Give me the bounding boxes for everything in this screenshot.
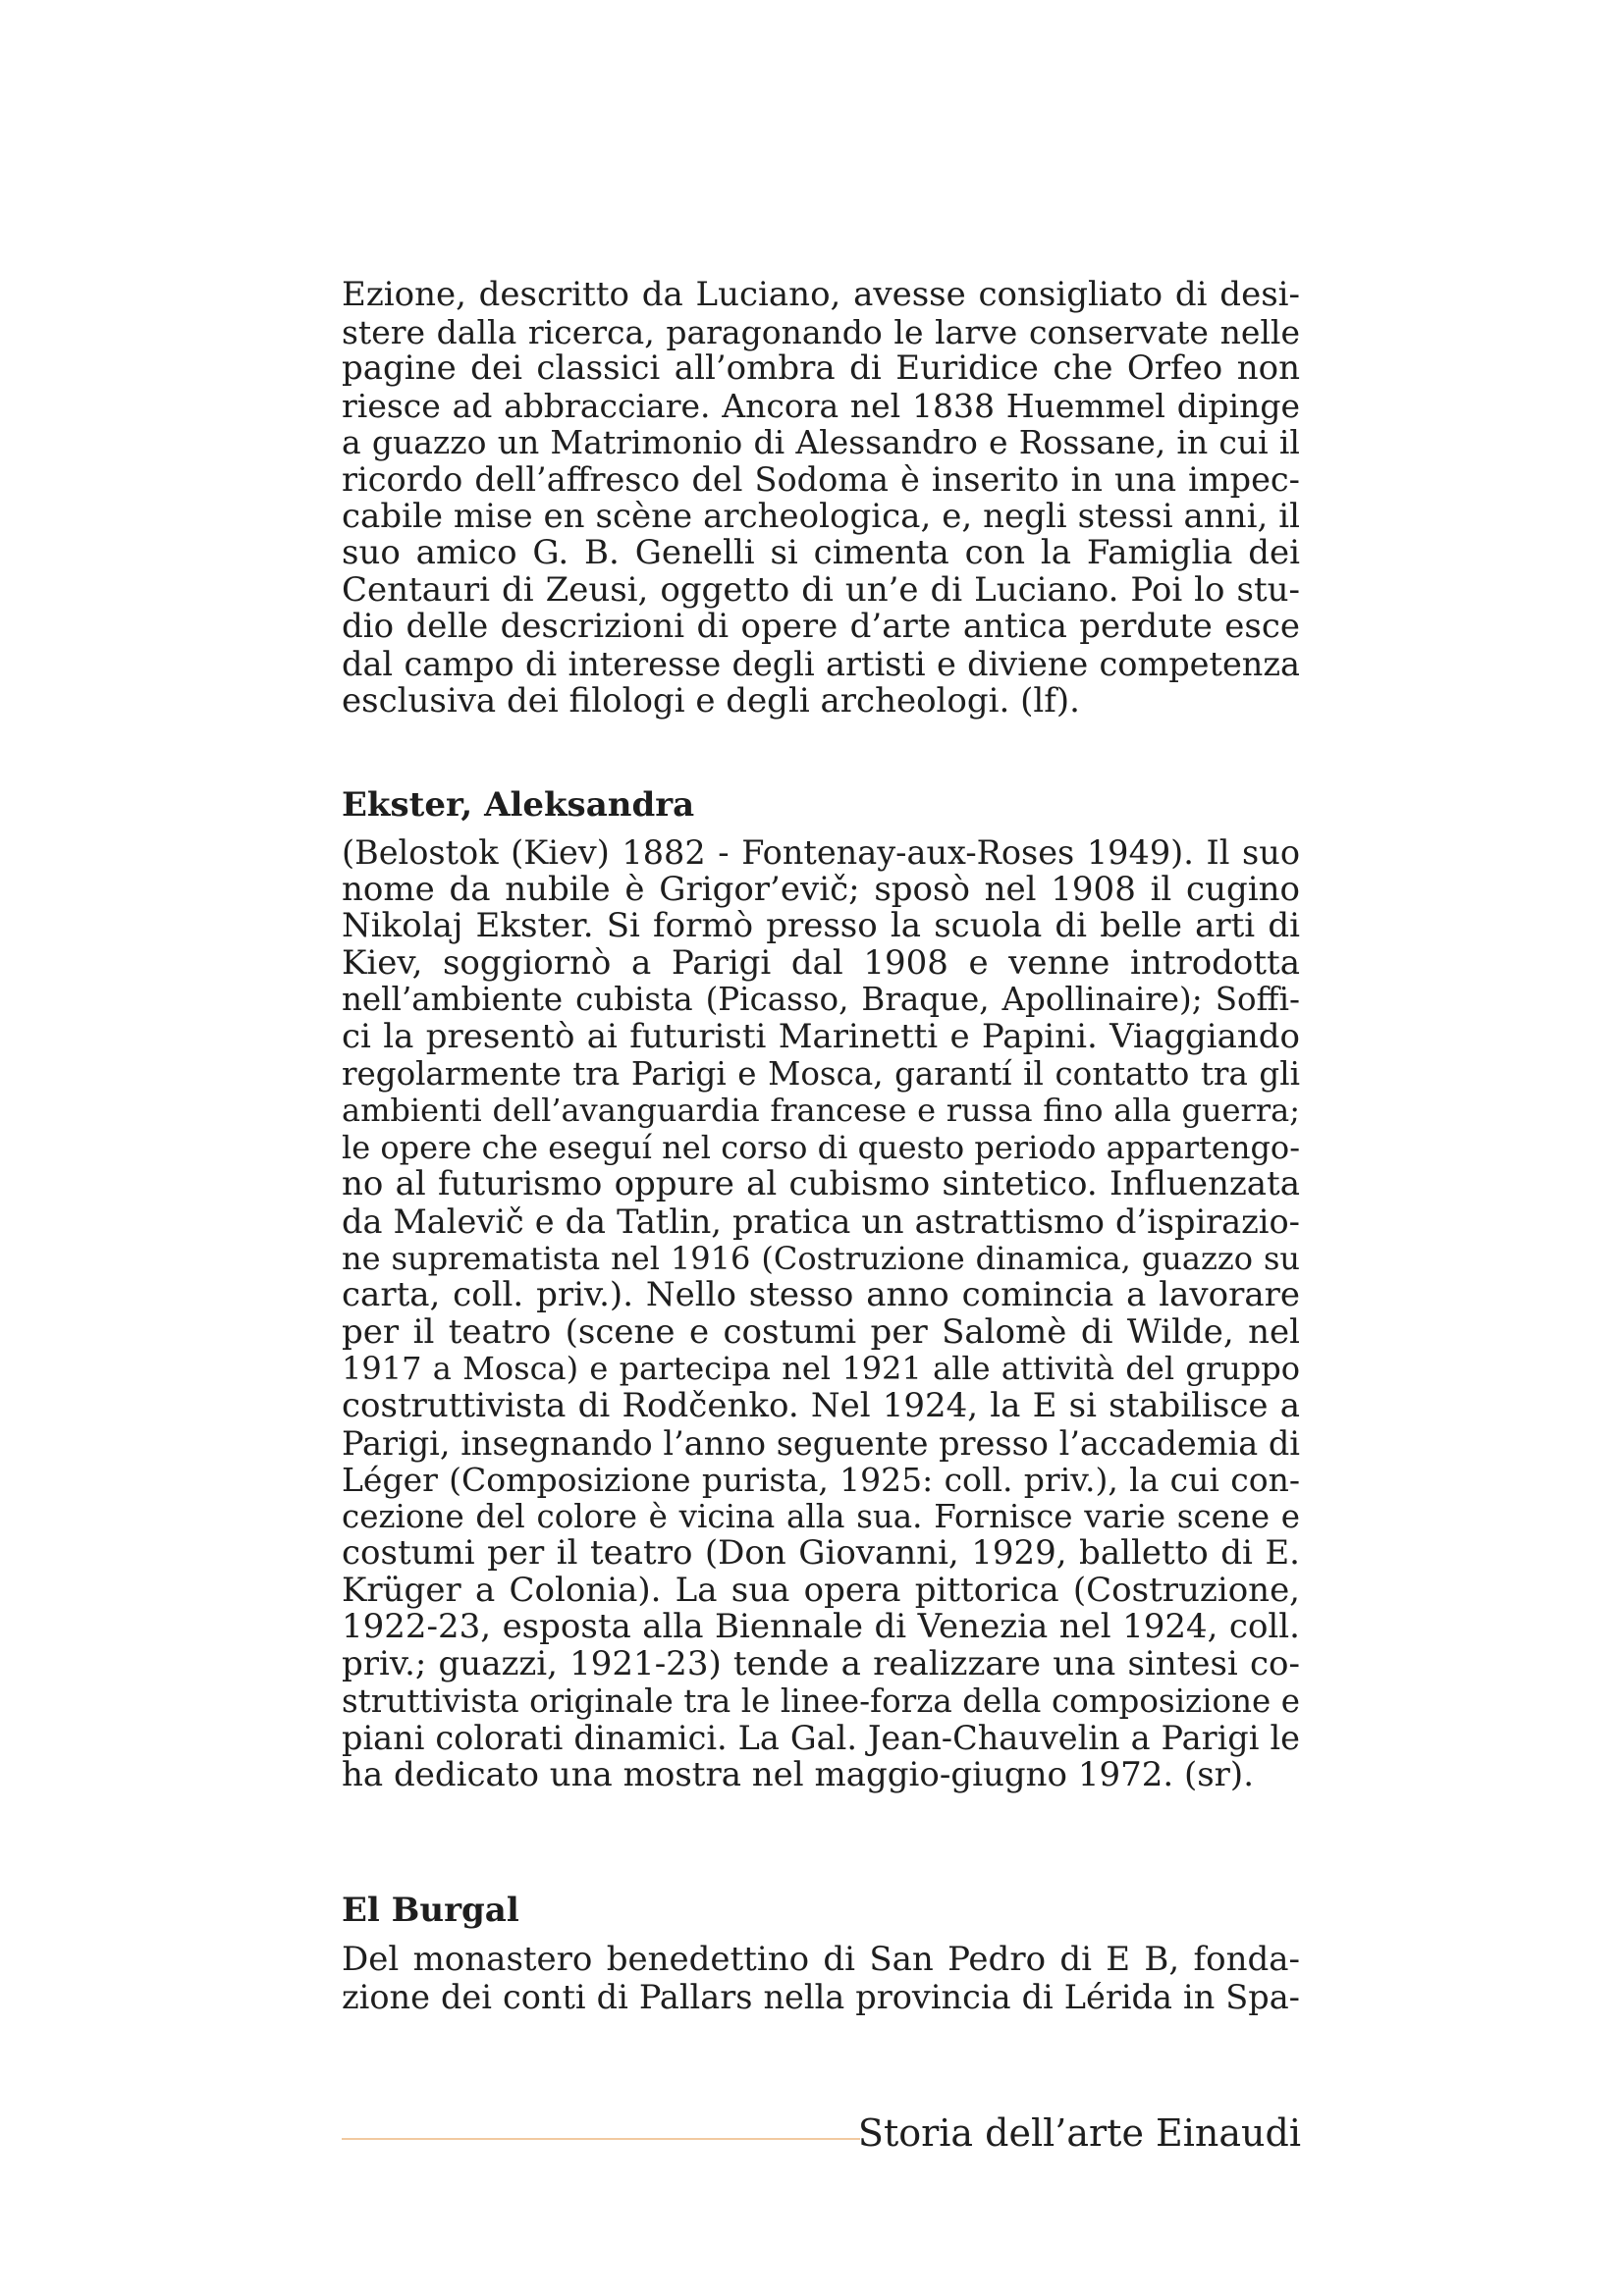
text-line: costumi per il teatro (Don Giovanni, 1929, balletto di E. (342, 1533, 1300, 1574)
text-line: zione dei conti di Pallars nella provincia di Lérida in Spa- (342, 1977, 1300, 2016)
text-line: nell’ambiente cubista (Picasso, Braque, Apollinaire); Soffi- (342, 981, 1300, 1019)
text-line: da Malevič e da Tatlin, pratica un astrattismo d’ispirazio- (342, 1201, 1300, 1241)
text-line: pagine dei classici all’ombra di Euridice che Orfeo non (342, 348, 1300, 389)
text-line: Kiev, soggiornò a Parigi dal 1908 e venne introdotta (342, 942, 1300, 983)
text-line: Krüger a Colonia). La sua opera pittorica (Costruzione, (342, 1570, 1300, 1610)
text-line: (Belostok (Kiev) 1882 - Fontenay-aux-Roses 1949). Il suo (342, 833, 1300, 872)
text-line: priv.; guazzi, 1921-23) tende a realizzare una sintesi co- (342, 1644, 1300, 1684)
text-line: ha dedicato una mostra nel maggio-giugno 1972. (sr). (342, 1754, 1255, 1794)
text-line: le opere che eseguí nel corso di questo periodo appartengo- (342, 1128, 1300, 1166)
text-line: struttivista originale tra le linee-forza della composizione e (342, 1682, 1300, 1720)
text-line: a guazzo un Matrimonio di Alessandro e Rossane, in cui il (342, 423, 1300, 462)
text-line: 1917 a Mosca) e partecipa nel 1921 alle attività del gruppo (342, 1350, 1300, 1388)
text-line: cezione del colore è vicina alla sua. Fornisce varie scene e (342, 1497, 1300, 1535)
text-line: 1922-23, esposta alla Biennale di Venezia nel 1924, coll. (342, 1607, 1300, 1647)
text-line: Nikolaj Ekster. Si formò presso la scuola di belle arti di (342, 906, 1300, 946)
text-line: ne suprematista nel 1916 (Costruzione dinamica, guazzo su (342, 1239, 1300, 1277)
text-line: Centauri di Zeusi, oggetto di un’e di Luciano. Poi lo stu- (342, 569, 1300, 610)
text-line: costruttivista di Rodčenko. Nel 1924, la E si stabilisce a (342, 1385, 1300, 1425)
text-line: riesce ad abbracciare. Ancora nel 1838 Huemmel dipinge (342, 386, 1300, 425)
text-line: cabile mise en scène archeologica, e, negli stessi anni, il (342, 496, 1300, 536)
text-line: Ezione, descritto da Luciano, avesse consigliato di desi- (342, 275, 1300, 314)
text-line: dio delle descrizioni di opere d’arte antica perdute esce (342, 607, 1300, 647)
entry-ezione-continuation (342, 277, 1300, 720)
entry-el-burgal-body (342, 1942, 1300, 2015)
text-line: ricordo dell’affresco del Sodoma è inserito in una impec- (342, 459, 1300, 499)
footer-rule (342, 2138, 860, 2140)
footer-title: Storia dell’arte Einaudi (857, 2111, 1301, 2155)
text-line: piani colorati dinamici. La Gal. Jean-Chauvelin a Parigi le (342, 1719, 1300, 1758)
text-line: dal campo di interesse degli artisti e diviene competenza (342, 644, 1300, 683)
text-line: Léger (Composizione purista, 1925: coll. priv.), la cui con- (342, 1461, 1300, 1500)
entry-ekster-body (342, 834, 1300, 1793)
text-line: ci la presentò ai futuristi Marinetti e Papini. Viaggiando (342, 1016, 1300, 1056)
text-line: regolarmente tra Parigi e Mosca, garantí il contatto tra gli (342, 1054, 1300, 1093)
text-line: esclusiva dei filologi e degli archeologi. (lf). (342, 680, 1080, 721)
text-line: stere dalla ricerca, paragonando le larve conservate nelle (342, 312, 1300, 351)
entry-heading-ekster: Ekster, Aleksandra (342, 785, 695, 825)
text-line: nome da nubile è Grigor’evič; sposò nel 1908 il cugino (342, 869, 1300, 909)
entry-heading-el-burgal: El Burgal (342, 1891, 519, 1930)
text-line: per il teatro (scene e costumi per Salomè di Wilde, nel (342, 1311, 1300, 1352)
text-line: no al futurismo oppure al cubismo sintetico. Influenzata (342, 1164, 1300, 1204)
text-line: ambienti dell’avanguardia francese e russa fino alla guerra; (342, 1092, 1300, 1130)
text-line: Parigi, insegnando l’anno seguente presso l’accademia di (342, 1423, 1300, 1463)
text-line: suo amico G. B. Genelli si cimenta con la Famiglia dei (342, 533, 1300, 573)
text-line: carta, coll. priv.). Nello stesso anno comincia a lavorare (342, 1275, 1300, 1315)
text-line: Del monastero benedettino di San Pedro di E B, fonda- (342, 1940, 1300, 1979)
